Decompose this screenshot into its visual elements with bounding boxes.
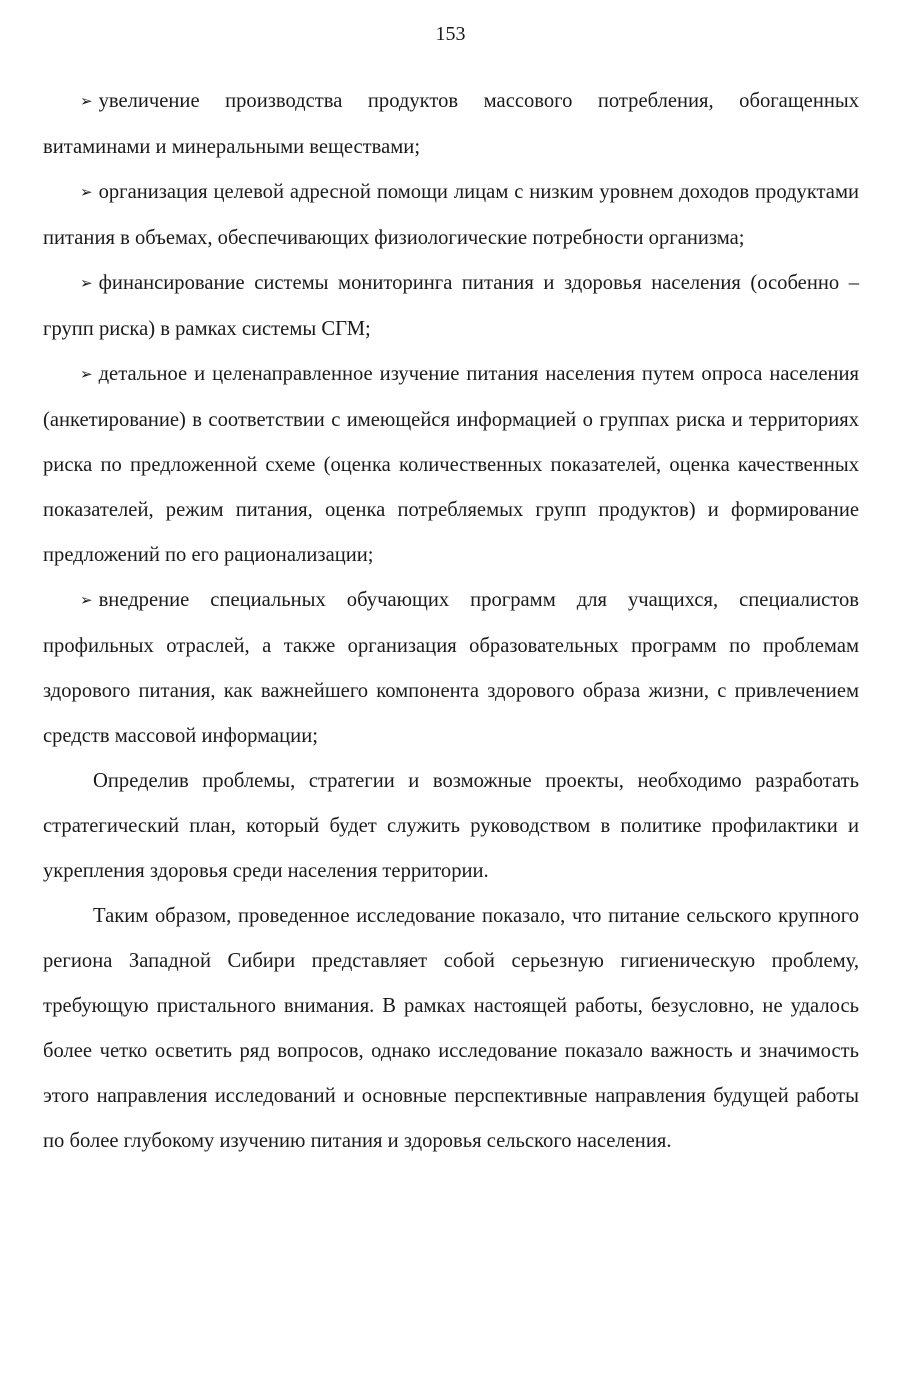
page-number: 153 bbox=[435, 23, 466, 45]
arrow-bullet-icon: ➢ bbox=[80, 183, 93, 201]
bullet-item-4 bbox=[43, 352, 859, 578]
bullet-item-text: финансирование системы мониторинга питания и здоровья населения (особенно – групп риска) в рамках системы СГМ; bbox=[43, 272, 859, 340]
arrow-bullet-icon: ➢ bbox=[80, 591, 93, 609]
bullet-item-text: детальное и целенаправленное изучение питания населения путем опроса населения (анкетирование) в соответствии с имеющейся информацией о группах риска и территориях риска по предложенной схеме (оценка количественных показателей, оценка качественных показателей, режим питания, оценка потребляемых групп продуктов) и формирование предложений по его рационализации; bbox=[43, 363, 859, 566]
arrow-bullet-icon: ➢ bbox=[80, 92, 93, 110]
bullet-item-2 bbox=[43, 170, 859, 261]
arrow-bullet-icon: ➢ bbox=[80, 365, 93, 383]
arrow-bullet-icon: ➢ bbox=[80, 274, 93, 292]
bullet-item-5 bbox=[43, 578, 859, 759]
bullet-item-1 bbox=[43, 79, 859, 170]
bullet-item-text: внедрение специальных обучающих программ для учащихся, специалистов профильных отраслей, а также организация образовательных программ по проблемам здорового питания, как важнейшего компонента здорового образа жизни, с привлечением средств массовой информации; bbox=[43, 589, 859, 747]
paragraph-strategic-plan: Определив проблемы, стратегии и возможные проекты, необходимо разработать стратегический план, который будет служить руководством в политике профилактики и укрепления здоровья среди населения территории. bbox=[43, 770, 859, 882]
bullet-item-3 bbox=[43, 261, 859, 352]
page-content bbox=[43, 79, 859, 1164]
bullet-item-text: увеличение производства продуктов массового потребления, обогащенных витаминами и минеральными веществами; bbox=[43, 90, 859, 158]
bullet-item-text: организация целевой адресной помощи лицам с низким уровнем доходов продуктами питания в объемах, обеспечивающих физиологические потребности организма; bbox=[43, 181, 859, 249]
paragraph-conclusion: Таким образом, проведенное исследование показало, что питание сельского крупного региона Западной Сибири представляет собой серьезную гигиеническую проблему, требующую пристального внимания. В рамках настоящей работы, безусловно, не удалось более четко осветить ряд вопросов, однако исследование показало важность и значимость этого направления исследований и основные перспективные направления будущей работы по более глубокому изучению питания и здоровья сельского населения. bbox=[43, 905, 859, 1152]
